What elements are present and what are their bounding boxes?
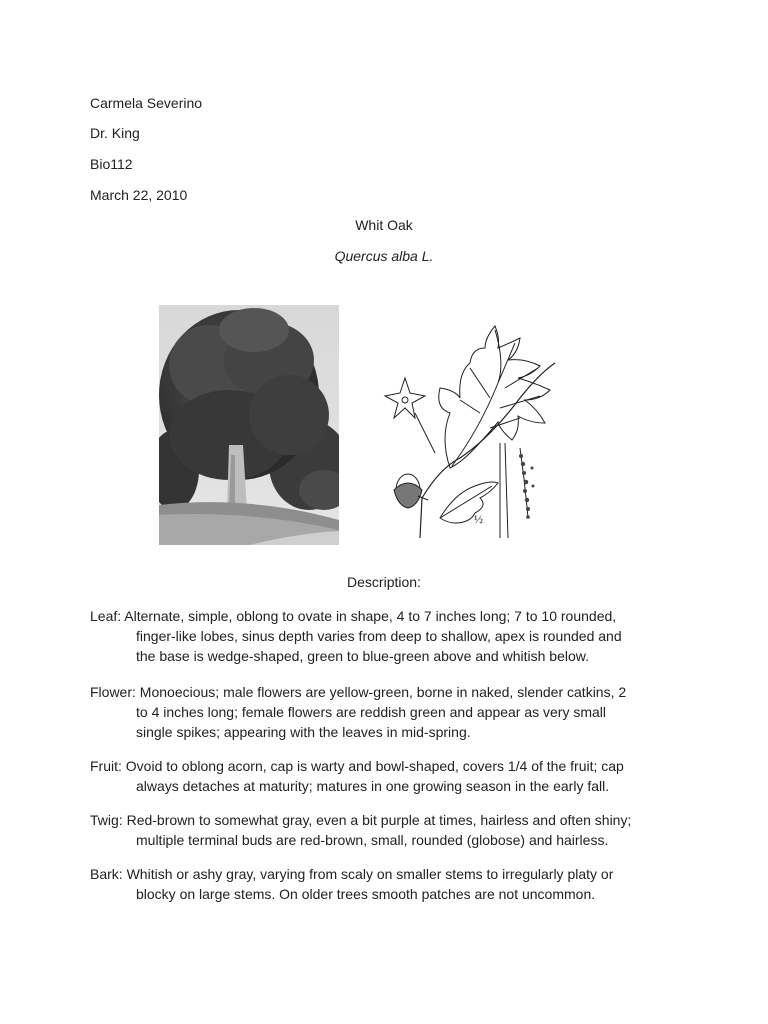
- entry-text: to 4 inches long; female flowers are reddish green and appear as very small: [136, 704, 607, 720]
- entry-label: Flower:: [90, 684, 136, 700]
- entry-label: Leaf:: [90, 608, 122, 624]
- document-title: Whit Oak: [355, 217, 413, 233]
- entry-text: multiple terminal buds are red-brown, small, rounded (globose) and hairless.: [136, 832, 609, 848]
- tree-photograph: [159, 305, 339, 545]
- description-flower: [90, 682, 690, 742]
- scientific-name: Quercus alba L.: [334, 248, 434, 264]
- description-bark: [90, 864, 690, 904]
- entry-label: Fruit:: [90, 758, 122, 774]
- description-heading: Description:: [347, 574, 421, 590]
- entry-label: Twig:: [90, 812, 123, 828]
- entry-text: Red-brown to somewhat gray, even a bit purple at times, hairless and often shiny;: [126, 812, 632, 828]
- leaf-acorn-illustration: [380, 318, 570, 543]
- entry-label: Bark:: [90, 866, 123, 882]
- description-leaf: [90, 606, 690, 666]
- author-name: Carmela Severino: [90, 95, 203, 111]
- entry-text: blocky on large stems. On older trees smooth patches are not uncommon.: [136, 886, 596, 902]
- entry-text: Whitish or ashy gray, varying from scaly on smaller stems to irregularly platy or: [126, 866, 614, 882]
- document-date: March 22, 2010: [90, 187, 188, 203]
- instructor-name: Dr. King: [90, 125, 140, 141]
- entry-text: single spikes; appearing with the leaves in mid-spring.: [136, 724, 471, 740]
- botanical-drawing: [380, 318, 570, 543]
- entry-text: finger-like lobes, sinus depth varies from deep to shallow, apex is rounded and: [136, 628, 622, 644]
- entry-text: Alternate, simple, oblong to ovate in shape, 4 to 7 inches long; 7 to 10 rounded,: [124, 608, 617, 624]
- entry-text: Ovoid to oblong acorn, cap is warty and bowl-shaped, covers 1/4 of the fruit; cap: [125, 758, 624, 774]
- drawing-scale-label: ½: [474, 512, 483, 526]
- description-fruit: [90, 756, 690, 796]
- course-code: Bio112: [90, 156, 133, 172]
- description-twig: [90, 810, 690, 850]
- entry-text: always detaches at maturity; matures in one growing season in the early fall.: [136, 778, 610, 794]
- tree-photo-graphic: [159, 305, 339, 545]
- entry-text: the base is wedge-shaped, green to blue-green above and whitish below.: [136, 648, 589, 664]
- entry-text: Monoecious; male flowers are yellow-green, borne in naked, slender catkins, 2: [139, 684, 627, 700]
